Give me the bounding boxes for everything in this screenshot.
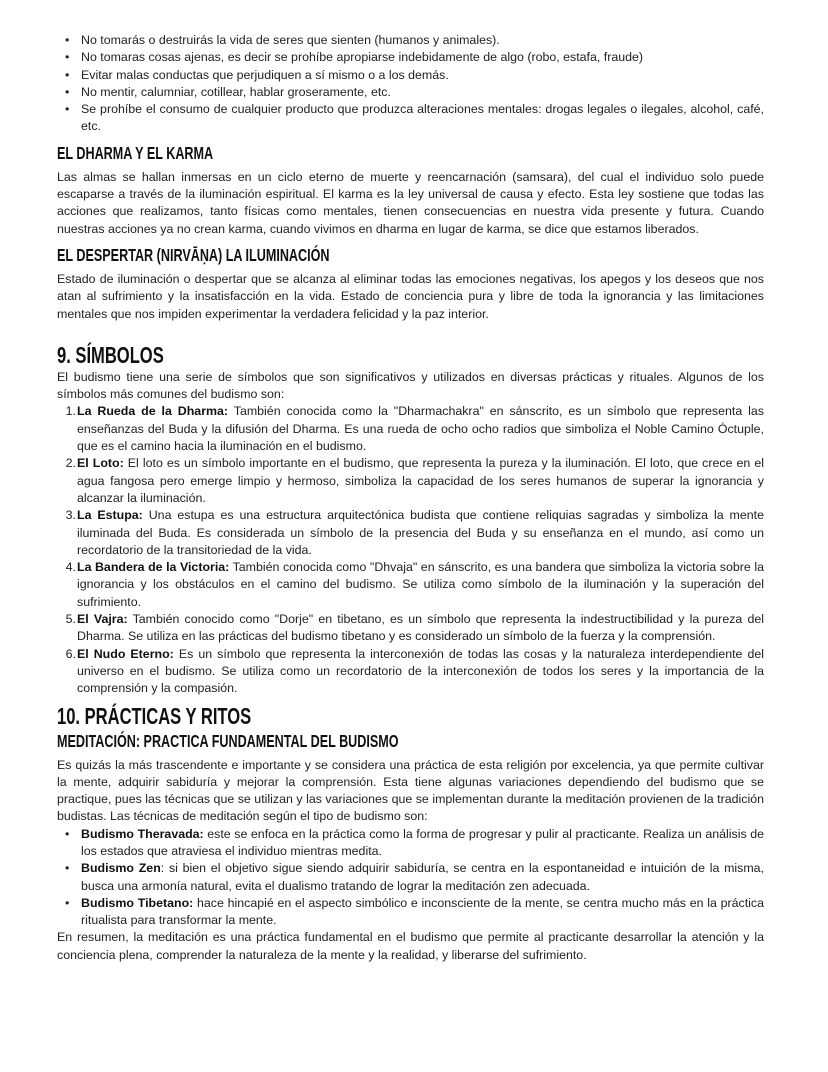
list-item: • No tomaras cosas ajenas, es decir se prohíbe apropiarse indebidamente de algo (robo, estafa, fraude) bbox=[57, 49, 764, 66]
simbolos-list bbox=[57, 403, 764, 697]
meditacion-intro: Es quizás la más trascendente e importante y se considera una práctica de esta religión por excelencia, ya que permite cultivar la mente, adquirir sabiduría y mejorar la comprensión. Esta tiene algunas variaciones dependiendo del budismo que se practique, pues las técnicas que se utilizan y las variaciones que se implementan durante la meditación provienen de la tradición budistas. Las técnicas de meditación según el tipo de budismo son: bbox=[57, 757, 764, 824]
practicas-heading: 10. PRÁCTICAS Y RITOS bbox=[57, 702, 252, 729]
simbolos-intro: El budismo tiene una serie de símbolos que son significativos y utilizados en diversas prácticas y rituales. Algunos de los símbolos más comunes del budismo son: bbox=[57, 369, 764, 402]
list-item: 3. La Estupa: Una estupa es una estructura arquitectónica budista que contiene reliquias sagradas y simboliza la mente iluminada del Buda. Es considerada un símbolo de la presencia del Buda y su enseñanza en el mundo, así como un recordatorio de la transitoriedad de la vida. bbox=[65, 508, 764, 557]
document-page bbox=[57, 32, 764, 964]
list-item: 5. El Vajra: También conocido como "Dorje" en tibetano, es un símbolo que representa la indestructibilidad y la pureza del Dharma. Se utiliza en las prácticas del budismo tibetano y es considerado un símbolo de la fuerza y la comprensión. bbox=[65, 612, 764, 644]
dharma-heading: EL DHARMA Y EL KARMA bbox=[57, 142, 214, 163]
simbolos-heading: 9. SÍMBOLOS bbox=[57, 341, 164, 368]
list-item: • Budismo Tibetano: hace hincapié en el aspecto simbólico e inconsciente de la mente, se centra mucho más en la práctica ritualista para transformar la mente. bbox=[57, 895, 764, 930]
list-item: 2. El Loto: El loto es un símbolo importante en el budismo, que representa la pureza y la iluminación. El loto, que crece en el agua fangosa pero emerge limpio y hermoso, simboliza la capacidad de los seres humanos de superar la ignorancia y alcanzar la iluminación. bbox=[65, 456, 764, 505]
list-item: • No tomarás o destruirás la vida de seres que sienten (humanos y animales). bbox=[57, 32, 764, 49]
meditacion-heading: MEDITACIÓN: PRACTICA FUNDAMENTAL DEL BUDISMO bbox=[57, 730, 399, 751]
list-item: • Evitar malas conductas que perjudiquen a sí mismo o a los demás. bbox=[57, 67, 764, 84]
dharma-paragraph: Las almas se hallan inmersas en un ciclo eterno de muerte y reencarnación (samsara), del cual el individuo solo puede escaparse a través de la iluminación espiritual. El karma es la ley universal de causa y efecto. Esta ley sostiene que todas las acciones que realizamos, tanto físicas como mentales, tienen consecuencias en nuestra vida presente y futura. Cuando nuestras acciones ya no crean karma, cuando vivimos en dharma en lugar de karma, se dice que estamos liberados. bbox=[57, 169, 764, 236]
list-item: 1. La Rueda de la Dharma: También conocida como la "Dharmachakra" en sánscrito, es un símbolo que representa las enseñanzas del Buda y la difusión del Dharma. Es una rueda de ocho ocho radios que simboliza el Noble Camino Óctuple, que es el camino hacia la iluminación en el budismo. bbox=[65, 404, 764, 454]
list-item: • Budismo Zen: si bien el objetivo sigue siendo adquirir sabiduría, se centra en la espontaneidad e intuición de la misma, busca una armonía natural, evita el dualismo tratando de lograr la meditación zen adecuada. bbox=[57, 860, 764, 895]
meditacion-list bbox=[57, 826, 764, 930]
nirvana-heading: EL DESPERTAR (NIRVĀṆA) LA ILUMINACIÓN bbox=[57, 244, 330, 265]
precepts-list bbox=[57, 32, 764, 136]
list-item: • No mentir, calumniar, cotillear, hablar groseramente, etc. bbox=[57, 84, 764, 101]
list-item: • Budismo Theravada: este se enfoca en la práctica como la forma de progresar y pulir al practicante. Realiza un análisis de los estados que atraviesa el individuo mientras medita. bbox=[57, 826, 764, 861]
list-item: 6. El Nudo Eterno: Es un símbolo que representa la interconexión de todas las cosas y la naturaleza interdependiente del universo en el budismo. Se utiliza como un recordatorio de la interconexión de todos los seres y la importancia de la comprensión y la compasión. bbox=[65, 646, 764, 696]
list-item: • Se prohíbe el consumo de cualquier producto que produzca alteraciones mentales: drogas legales o ilegales, alcohol, café, etc. bbox=[57, 101, 764, 136]
list-item: 4. La Bandera de la Victoria: También conocida como "Dhvaja" en sánscrito, es una bandera que simboliza la victoria sobre la ignorancia y los obstáculos en el camino del budismo. Se utiliza como símbolo de la iluminación y la superación del sufrimiento. bbox=[65, 560, 764, 609]
meditacion-summary: En resumen, la meditación es una práctica fundamental en el budismo que permite al practicante desarrollar la atención y la conciencia plena, comprender la naturaleza de la mente y la realidad, y liberarse del sufrimiento. bbox=[57, 930, 764, 962]
nirvana-paragraph: Estado de iluminación o despertar que se alcanza al eliminar todas las emociones negativas, los apegos y los deseos que nos atan al sufrimiento y la insatisfacción en la vida. Estado de conciencia pura y libre de toda la ignorancia y las limitaciones mentales que nos impiden experimentar la verdadera felicidad y la paz interior. bbox=[57, 271, 764, 321]
